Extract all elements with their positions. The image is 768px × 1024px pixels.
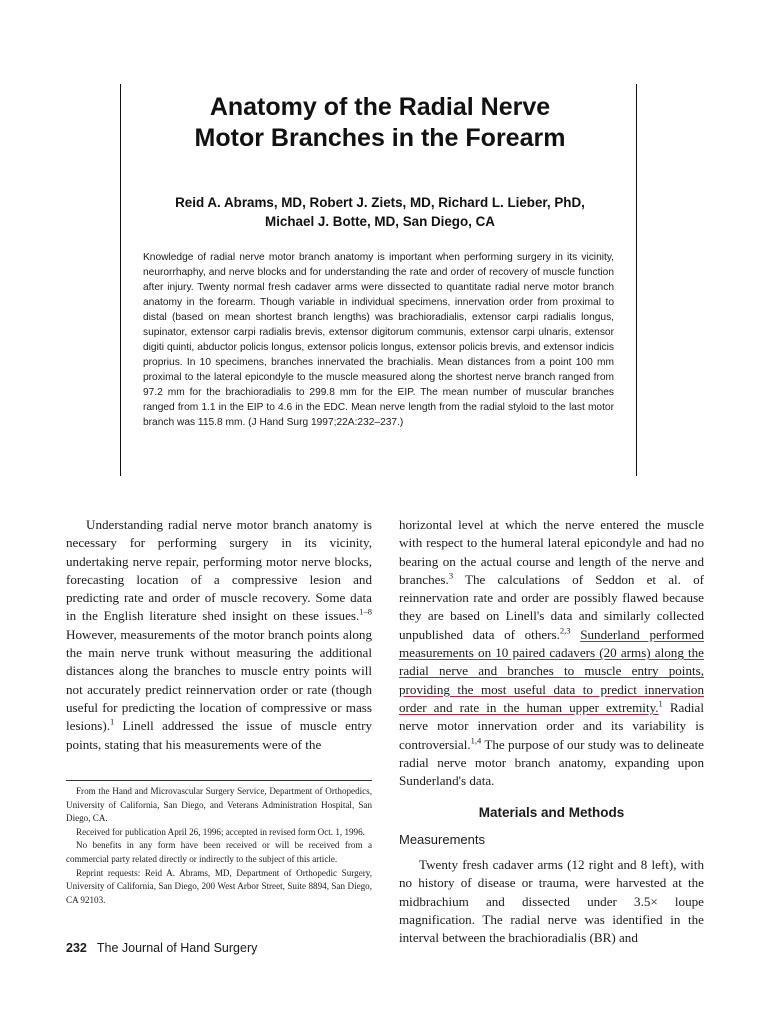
intro-text-b: However, measurements of the motor branch points along the main nerve trunk without measuring the additional distances along the branches to muscle entry points will not accurately predict reinnervation order or rate (though useful for predicting the location of compressive or mass lesions). [66, 626, 372, 734]
footnote-reprints: Reprint requests: Reid A. Abrams, MD, Department of Orthopedic Surgery, University of California, San Diego, 200 West Arbor Street, Suite 8894, San Diego, CA 92103. [66, 867, 372, 905]
title-line-1: Anatomy of the Radial Nerve [209, 93, 551, 121]
authors-line-1: Reid A. Abrams, MD, Robert J. Ziets, MD, Richard L. Lieber, PhD, [175, 195, 585, 210]
methods-paragraph: Twenty fresh cadaver arms (12 right and 8 left), with no history of disease or trauma, were harvested at the midbrachium and dissected under 3.5× loupe magnification. The radial nerve was identified in the interval between the brachioradialis (BR) and [399, 857, 704, 946]
author-list [140, 193, 620, 231]
footnote-divider [66, 780, 372, 781]
continued-text-d: The purpose of our study was to delineate radial nerve motor branch anatomy, expanding upon Sunderland's data. [399, 736, 704, 789]
continued-text-c: Radial nerve motor innervation order and its variability is controversial. [399, 699, 704, 752]
citation-sup: 3 [448, 570, 454, 581]
header-right-rule [636, 84, 637, 476]
intro-paragraph [66, 516, 372, 754]
continued-text-b: The calculations of Seddon et al. of reinnervation rate and order are possibly flawed because they are based on Linell's data and similarly collected unpublished data of others. [399, 571, 704, 642]
citation-sup: 1 [658, 698, 663, 709]
footnote-received: Received for publication April 26, 1996; accepted in revised form Oct. 1, 1996. [76, 826, 365, 837]
citation-sup: 1–8 [359, 607, 372, 618]
intro-text-c: Linell addressed the issue of muscle entry points, stating that his measurements were of the [66, 718, 372, 752]
authors-line-2: Michael J. Botte, MD, San Diego, CA [265, 214, 495, 229]
abstract: Knowledge of radial nerve motor branch anatomy is important when performing surgery in its vicinity, neurorrhaphy, and nerve blocks and for understanding the rate and order of recovery of muscle function after injury. Twenty normal fresh cadaver arms were dissected to quantitate radial nerve motor branch anatomy in the forearm. Though variable in individual specimens, innervation order from proximal to distal (based on mean shortest branch lengths) was brachioradialis, extensor carpi radialis longus, supinator, extensor carpi radialis brevis, extensor digitorum communis, extensor carpi ulnaris, extensor digiti quinti, abductor policis longus, extensor policis longus, extensor policis brevis, and extensor indicis proprius. In 10 specimens, branches innervated the brachialis. Mean distances from a point 100 mm proximal to the lateral epicondyle to the muscle measured along the shortest nerve branch ranged from 97.2 mm for the brachioradialis to 299.8 mm for the EIP. The mean number of muscular branches ranged from 1.1 in the EIP to 4.6 in the EDC. Mean nerve length from the radial styloid to the last motor branch was 115.8 mm. (J Hand Surg 1997;22A:232–237.) [143, 252, 614, 428]
intro-text-a: Understanding radial nerve motor branch anatomy is necessary for performing surgery in its vicinity, undertaking nerve repair, performing motor nerve blocks, forecasting location of a compressive lesion and predicting rate and order of muscle recovery. Some data in the English literature shed insight on these issues. [66, 517, 372, 624]
citation-sup: 2,3 [559, 625, 571, 636]
intro-continued-paragraph [399, 516, 704, 790]
title-line-2: Motor Branches in the Forearm [194, 124, 566, 152]
footnote-affiliation: From the Hand and Microvascular Surgery Service, Department of Orthopedics, University of California, San Diego, and Veterans Administration Hospital, San Diego, CA. [66, 786, 372, 824]
citation-sup: 1,4 [470, 735, 482, 746]
subsection-heading: Measurements [399, 831, 485, 847]
page-footer [66, 941, 372, 955]
header-left-rule [120, 84, 121, 476]
continued-text-a: horizontal level at which the nerve entered the muscle with respect to the humeral lateral epicondyle and had no bearing on the actual course and length of the nerve and branches. [399, 517, 704, 587]
body-column-left [66, 516, 372, 754]
highlighted-underline-text: Sunderland performed measurements on 10 paired cadavers (20 arms) along the radial nerve and branches to muscle entry points, providing the most useful data to predict innervation order and rate in the human upper extremity. [399, 626, 704, 715]
footnote-benefits: No benefits in any form have been received or will be received from a commercial party related directly or indirectly to the subject of this article. [66, 840, 372, 864]
page-number: 232 [66, 941, 87, 955]
journal-name: The Journal of Hand Surgery [96, 941, 258, 955]
section-heading: Materials and Methods [478, 805, 625, 821]
body-column-right [399, 516, 704, 948]
footnotes [66, 785, 372, 907]
article-title [140, 92, 620, 154]
citation-sup: 1 [110, 716, 115, 727]
